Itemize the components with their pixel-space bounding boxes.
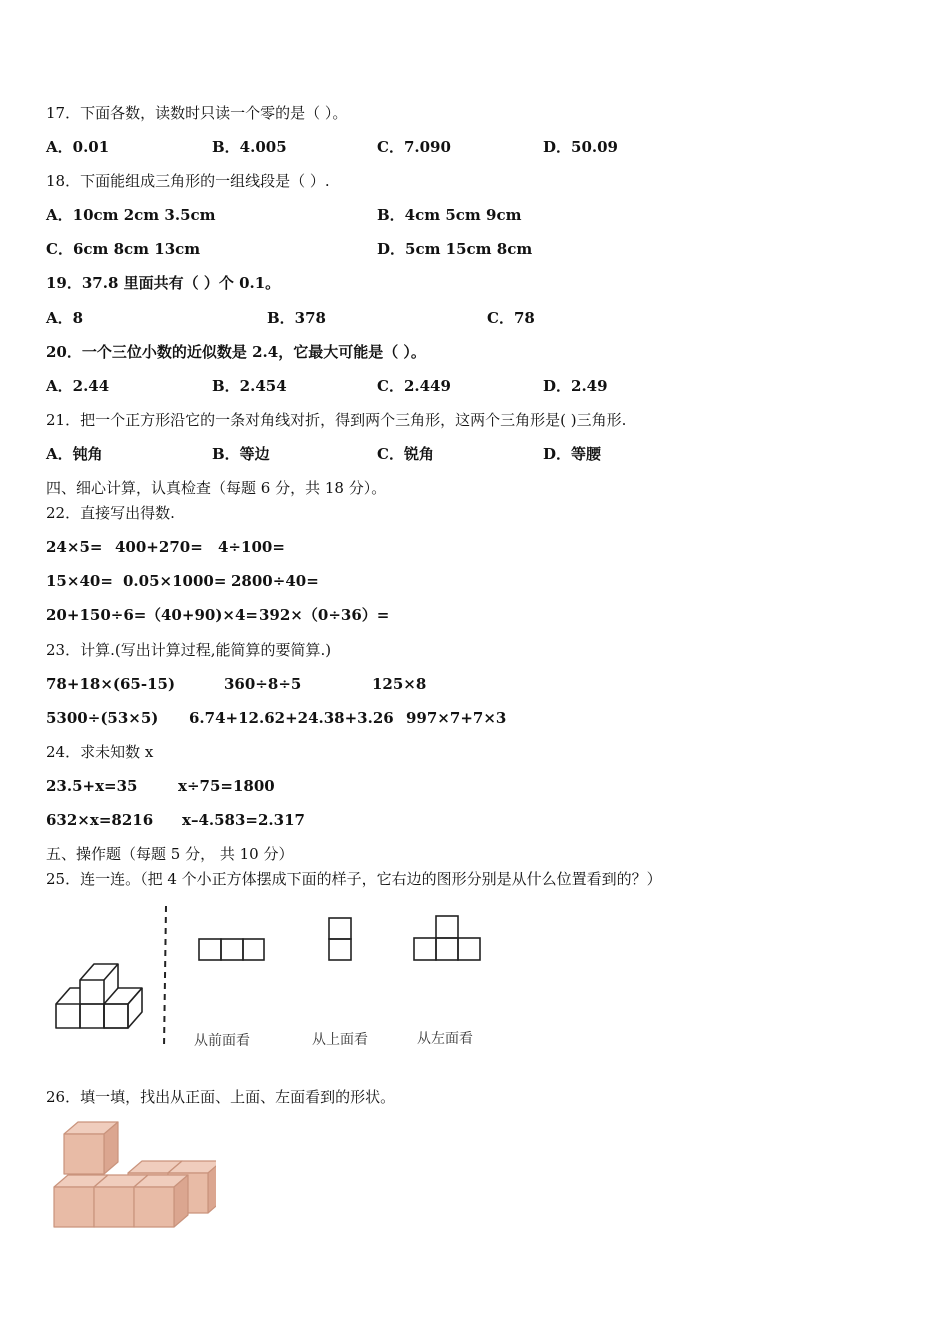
q23-expr: 125×8 [372, 675, 427, 693]
q23-expr: 997×7+7×3 [406, 709, 507, 727]
q26-cube-figure [46, 1120, 216, 1235]
q23-expr: 5300÷(53×5) [46, 709, 159, 727]
q18-option-d: D．5cm 15cm 8cm [377, 240, 533, 258]
q20-option-b: B．2.454 [212, 377, 287, 395]
q23-expr: 78+18×(65-15) [46, 675, 176, 693]
q22-expr: 392×（0÷36）= [259, 606, 390, 624]
dashed-divider [164, 906, 166, 1048]
q26-stem: 26．填一填，找出从正面、上面、左面看到的形状。 [46, 1088, 396, 1106]
stacked-cubes-drawing [56, 964, 142, 1028]
q22-expr: 2800÷40= [231, 572, 319, 590]
q22-expr: 0.05×1000= [123, 572, 227, 590]
q23-expr: 360÷8÷5 [224, 675, 302, 693]
q22-expr: 20+150÷6= [46, 606, 147, 624]
q18-stem: 18．下面能组成三角形的一组线段是（ ）. [46, 172, 330, 190]
q17-option-b: B．4.005 [212, 138, 287, 156]
q23-expr: 6.74+12.62+24.38+3.26 [189, 709, 394, 727]
q17-option-c: C．7.090 [377, 138, 451, 156]
caption-top-view: 从上面看 [312, 1032, 368, 1048]
cube-face [64, 1134, 104, 1174]
q23-stem: 23．计算.(写出计算过程,能简算的要简算.) [46, 641, 332, 659]
q24-stem: 24．求未知数 x [46, 743, 154, 761]
q17-option-d: D．50.09 [543, 138, 618, 156]
cube-face [134, 1187, 174, 1227]
q25-stem: 25．连一连。（把 4 个小正方体摆成下面的样子，它右边的图形分别是从什么位置看到的？） [46, 870, 662, 888]
q24-equation: 632×x=8216 [46, 811, 154, 829]
caption-front-view: 从前面看 [194, 1033, 250, 1049]
q20-stem: 20．一个三位小数的近似数是 2.4，它最大可能是（ ）。 [46, 343, 426, 361]
q21-option-a: A．钝角 [46, 445, 103, 463]
q22-stem: 22．直接写出得数. [46, 504, 175, 522]
top-view-shape [329, 918, 351, 960]
q19-option-b: B．378 [267, 309, 326, 327]
q19-option-c: C．78 [487, 309, 535, 327]
q22-expr: 400+270= [115, 538, 203, 556]
q22-expr: 4÷100= [218, 538, 285, 556]
q21-option-b: B．等边 [212, 445, 270, 463]
left-view-shape [414, 916, 480, 960]
q18-option-a: A．10cm 2cm 3.5cm [46, 206, 216, 224]
q17-option-a: A．0.01 [46, 138, 110, 156]
q17-stem: 17．下面各数，读数时只读一个零的是（ ）。 [46, 104, 348, 122]
colored-cubes-drawing [54, 1122, 216, 1227]
section5-title: 五、操作题（每题 5 分， 共 10 分） [46, 845, 294, 863]
q21-option-c: C．锐角 [377, 445, 434, 463]
section4-title: 四、细心计算，认真检查（每题 6 分，共 18 分）。 [46, 479, 387, 497]
q22-expr: （40+90)×4= [146, 606, 258, 624]
caption-left-view: 从左面看 [417, 1031, 473, 1047]
q20-option-c: C．2.449 [377, 377, 451, 395]
q24-equation: 23.5+x=35 [46, 777, 138, 795]
q24-equation: x–4.583=2.317 [182, 811, 305, 829]
q20-option-a: A．2.44 [46, 377, 110, 395]
q19-option-a: A．8 [46, 309, 84, 327]
q19-stem: 19．37.8 里面共有（ ）个 0.1。 [46, 274, 281, 292]
q18-option-c: C．6cm 8cm 13cm [46, 240, 201, 258]
q22-expr: 24×5= [46, 538, 103, 556]
q20-option-d: D．2.49 [543, 377, 608, 395]
q24-equation: x÷75=1800 [178, 777, 275, 795]
q22-expr: 15×40= [46, 572, 113, 590]
cube-face [94, 1187, 134, 1227]
q21-option-d: D．等腰 [543, 445, 602, 463]
cube-face [54, 1187, 94, 1227]
q21-stem: 21．把一个正方形沿它的一条对角线对折，得到两个三角形，这两个三角形是( )三角形. [46, 411, 627, 429]
q18-option-b: B．4cm 5cm 9cm [377, 206, 522, 224]
front-view-shape [199, 939, 264, 960]
